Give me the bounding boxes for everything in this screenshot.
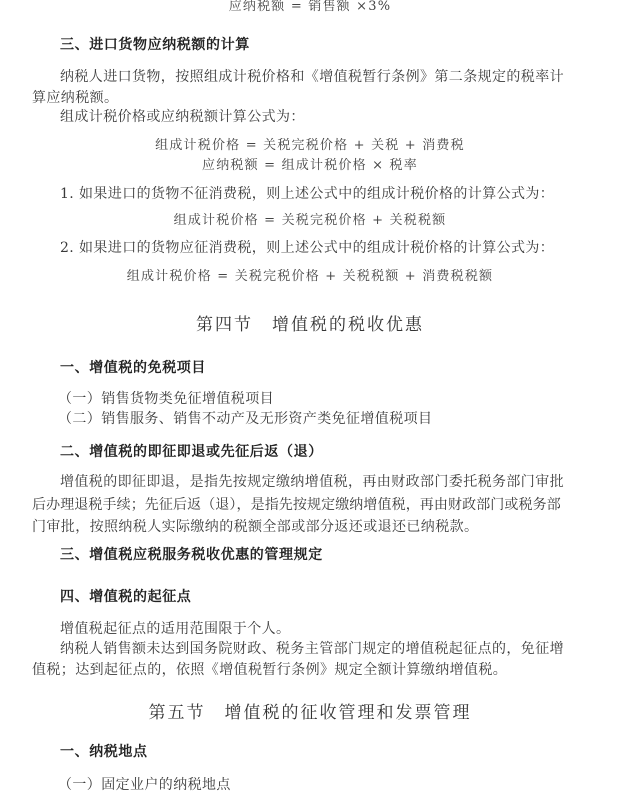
heading-import-tax: 三、进口货物应纳税额的计算: [60, 37, 250, 53]
subheading: 二、增值税的即征即退或先征后返（退）: [60, 444, 323, 460]
subheading: 四、增值税的起征点: [60, 589, 192, 605]
section-title: 第四节 增值税的税收优惠: [196, 315, 424, 335]
paragraph-line: 组成计税价格或应纳税额计算公式为：: [60, 109, 305, 125]
list-item: 1. 如果进口的货物不征消费税，则上述公式中的组成计税价格的计算公式为：: [60, 186, 555, 202]
formula: 应纳税额 = 组成计税价格 × 税率: [202, 158, 418, 173]
paragraph-line: 纳税人销售额未达到国务院财政、税务主管部门规定的增值税起征点的，免征增: [60, 641, 564, 657]
list-item: （一）销售货物类免征增值税项目: [58, 391, 274, 407]
formula-tax-payable: 应纳税额 = 销售额 ×3%: [228, 0, 392, 14]
paragraph-line: 门审批，按照纳税人实际缴纳的税额全部或部分返还或退还已纳税款。: [32, 519, 479, 535]
paragraph-line: 增值税起征点的适用范围限于个人。: [60, 621, 291, 637]
subheading: 一、纳税地点: [60, 744, 148, 760]
section-title: 第五节 增值税的征收管理和发票管理: [148, 703, 472, 723]
paragraph-line: 值税；达到起征点的，依照《增值税暂行条例》规定全额计算缴纳增值税。: [32, 662, 508, 678]
formula: 组成计税价格 = 关税完税价格 + 关税税额: [173, 213, 447, 228]
paragraph-line: 算应纳税额。: [32, 90, 119, 106]
list-item: （一）固定业户的纳税地点: [58, 777, 231, 793]
subheading: 一、增值税的免税项目: [60, 360, 206, 376]
list-item: （二）销售服务、销售不动产及无形资产类免征增值税项目: [58, 411, 433, 427]
formula: 组成计税价格 = 关税完税价格 + 关税 + 消费税: [155, 138, 465, 153]
paragraph-line: 增值税的即征即退，是指先按规定缴纳增值税，再由财政部门委托税务部门审批: [60, 474, 564, 490]
list-item: 2. 如果进口的货物应征消费税，则上述公式中的组成计税价格的计算公式为：: [60, 240, 555, 256]
paragraph-line: 纳税人进口货物，按照组成计税价格和《增值税暂行条例》第二条规定的税率计: [60, 69, 564, 85]
formula: 组成计税价格 = 关税完税价格 + 关税税额 + 消费税税额: [126, 269, 494, 284]
subheading: 三、增值税应税服务税收优惠的管理规定: [60, 547, 323, 563]
paragraph-line: 后办理退税手续；先征后返（退），是指先按规定缴纳增值税，再由财政部门或税务部: [32, 497, 561, 513]
